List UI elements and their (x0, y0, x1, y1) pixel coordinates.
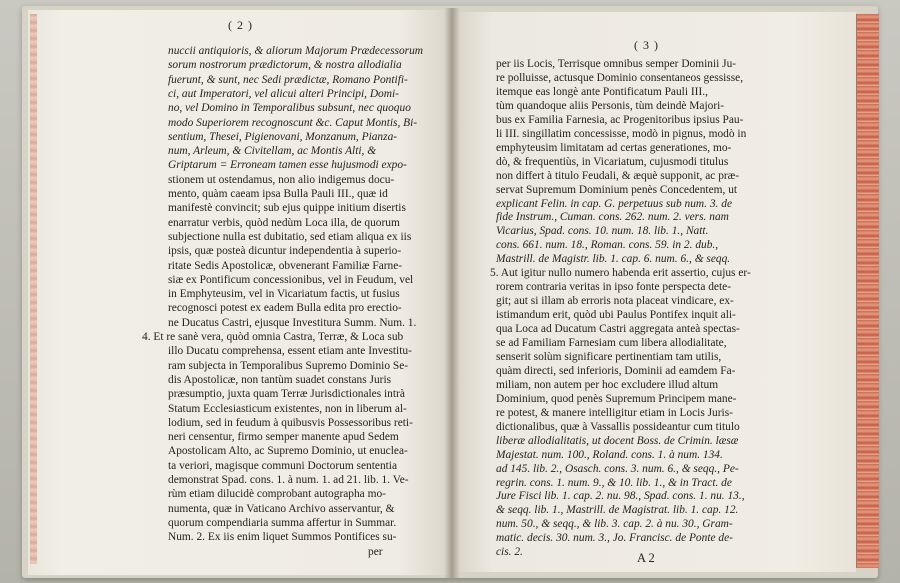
text-line: git; aut si illam ab erroris nota placeat vindicare, ex- (496, 295, 734, 308)
book-gutter (444, 8, 460, 578)
left-page-number: ( 2 ) (228, 18, 253, 32)
text-line: li III. singillatim concessisse, modò in pignus, modò in (496, 127, 747, 140)
text-line: ritate Sedis Apostolicæ, obvenerant Familiæ Farne- (168, 259, 403, 272)
text-line: Jure Fisci lib. 1. cap. 2. nu. 98., Spad. cons. 1. nu. 13., (496, 490, 745, 503)
text-line: recognosci potest ex eadem Bulla edita pro erectio- (168, 302, 402, 315)
text-line: quorum compendiaria summa affertur in Summar. (168, 516, 397, 529)
text-line: Num. 2. Ex iis enim liquet Summos Pontifices su- (168, 531, 397, 544)
text-line: itemque eas longè ante Pontificatum Pauli III., (496, 85, 708, 98)
text-line: se ad Familiam Farnesiam cum libera allodialitate, (496, 337, 727, 349)
text-line: in Emphyteusim, vel in Vicariatum factis, ut fusius (168, 288, 400, 301)
text-line: qua Loca ad Ducatum Castri aggregata anteà spectas- (496, 323, 740, 336)
text-line: manifestè convincit; sub ejus quippe initium disertis (168, 202, 406, 215)
text-line: rùm etiam dilucidè comprobant autographa mo- (168, 488, 386, 501)
text-line: modo Superiorem recognoscunt &c. Caput Montis, Bi- (168, 116, 418, 129)
left-page-edge (30, 14, 37, 564)
right-page (452, 12, 856, 572)
text-line: senserit solùm significare pertinentiam tam utilis, (496, 350, 722, 363)
right-page-number: ( 3 ) (634, 38, 659, 52)
text-line: ci, aut Imperatori, vel alicui alteri Principi, Domi- (168, 87, 399, 100)
text-line: matic. decis. 30. num. 3., Jo. Francisc. de Ponte de- (496, 532, 733, 545)
text-line: ne Ducatus Castri, ejusque Investitura Summ. Num. 1. (168, 316, 417, 329)
text-line: ta veriori, magisque communi Doctorum sententia (168, 459, 398, 472)
text-line: subjectione nulla est dubitatio, sed etiam aliqua ex iis (168, 230, 412, 243)
text-line: ipsis, quæ posteà dicuntur independentia à superio- (168, 245, 402, 258)
text-line: explicant Felin. in cap. G. perpetuus sub num. 3. de (496, 197, 732, 210)
text-line: & seqq. lib. 1., Mastrill. de Magistrat. lib. 1. cap. 12. (496, 504, 739, 517)
text-line: fuerunt, & sunt, nec Sedi prædictæ, Romano Pontifi- (168, 73, 408, 86)
text-line: istimandum erit, quòd ubi Paulus Pontifex inquit ali- (496, 309, 736, 322)
text-line: Vicarius, Spad. cons. 10. num. 18. lib. 1., Natt. (496, 225, 709, 238)
text-line: non differt à titulo Feudali, & æquè supponit, ac præ- (496, 169, 740, 182)
text-line: re polluisse, actusque Dominio consentaneos gessisse, (496, 71, 744, 84)
text-line: siæ ex Pontificum concessionibus, vel in Feudum, vel (168, 273, 414, 286)
text-line: præsumptio, juxta quam Terræ Jurisdictionales intrà (168, 388, 405, 401)
text-line: dictionalibus, quæ à Vassallis possideantur cum titulo (496, 420, 740, 433)
text-line: Dominium, quod penès Supremum Principem mane- (496, 392, 737, 405)
text-line: num, Arleum, & Civitellam, ac Montis Alti, & (168, 145, 377, 158)
text-line: dis Apostolicæ, non tantùm suadet constans Juris (168, 373, 392, 386)
left-page (28, 10, 450, 575)
red-speckled-page-edge (856, 14, 879, 568)
text-line: Apostolicam Alto, ac Supremo Dominio, ut enuclea- (168, 445, 408, 458)
text-line: Griptarum = Erroneam tamen esse hujusmodi expo- (168, 159, 407, 172)
text-line: miliam, non autem per hoc excludere illud altum (496, 378, 719, 391)
text-line: sentium, Thesei, Pigienovani, Monzanum, Pianza- (168, 130, 398, 143)
text-line: stionem ut ostendamus, non alio indigemus docu- (168, 173, 395, 186)
text-line: Statum Ecclesiasticum existentes, non in liberum al- (168, 402, 407, 415)
signature-mark: A 2 (637, 551, 655, 565)
text-line: dò, & frequentiùs, in Vicariatum, cujusmodi titulus (496, 155, 729, 168)
text-line: mento, quàm caeam ipsa Bulla Pauli III., quæ id (168, 188, 388, 200)
text-line: ram subjecta in Temporalibus Supremo Dominio Se- (168, 359, 409, 372)
text-line: quàm directi, sed inferioris, Dominii ad eamdem Fa- (496, 364, 736, 377)
text-line: cis. 2. (496, 546, 523, 559)
text-line: regrin. cons. 1. num. 9., & 10. lib. 1., & in Tract. de (496, 476, 732, 489)
text-line: illo Ducatu comprehensa, essent etiam ante Investitu- (168, 345, 412, 358)
text-line: sorum nostrorum prædictorum, & nostra allodialia (168, 59, 402, 72)
text-line: neri censentur, firmo semper manente apud Sedem (168, 431, 399, 444)
text-line: Mastrill. de Magistr. lib. 1. cap. 6. num. 6., & seqq. (496, 253, 731, 266)
text-line: demonstrat Spad. cons. 1. à num. 1. ad 21. lib. 1. Ve- (168, 474, 409, 486)
text-line: emphyteusim limitatam ad certas generationes, mo- (496, 141, 732, 154)
text-line: nuccii antiquioris, & aliorum Majorum Prædecessorum (168, 45, 424, 57)
text-line: fide Instrum., Cuman. cons. 262. num. 2. vers. nam (496, 211, 729, 224)
text-line: per iis Locis, Terrisque omnibus semper Dominii Ju- (496, 58, 737, 70)
text-line: 5. Aut igitur nullo numero habenda erit assertio, cujus er- (490, 267, 751, 280)
text-line: cons. 661. num. 18., Roman. cons. 59. in 2. dub., (496, 239, 719, 252)
text-line: rorem contraria veritas in ipso fonte perspecta dete- (496, 281, 731, 294)
text-line: re potest, & manere intelligitur etiam in Locis Juris- (496, 406, 733, 419)
text-line: Majestat. num. 100., Roland. cons. 1. à num. 134. (496, 448, 723, 461)
text-line: 4. Et re sanè vera, quòd omnia Castra, Terræ, & Loca sub (142, 331, 404, 343)
text-line: bus ex Familia Farnesia, ac Progenitoribus ipsius Pau- (496, 113, 744, 126)
text-line: servat Supremum Dominium penès Concedentem, ut (496, 183, 738, 196)
text-line: tùm quandoque aliis Personis, tùm deindè Majori- (496, 99, 725, 112)
text-line: ad 145. lib. 2., Osasch. cons. 3. num. 6., & seqq., Pe- (496, 462, 739, 475)
text-line: num. 50., & seqq., & lib. 3. cap. 2. à nu. 30., Gram- (496, 518, 733, 531)
text-line: liberæ allodialitatis, ut docent Boss. de Crimin. læsæ (496, 434, 739, 447)
text-line: no, vel Domino in Temporalibus subsunt, nec quoquo (168, 102, 411, 115)
text-line: enarratur verbis, quòd nedùm Loca illa, de quorum (168, 216, 400, 229)
text-line: numenta, quæ in Vaticano Archivo asservantur, & (168, 502, 395, 515)
text-line: per (368, 545, 383, 558)
text-line: lodium, sed in feudum à quibusvis Possessoribus reti- (168, 416, 413, 429)
